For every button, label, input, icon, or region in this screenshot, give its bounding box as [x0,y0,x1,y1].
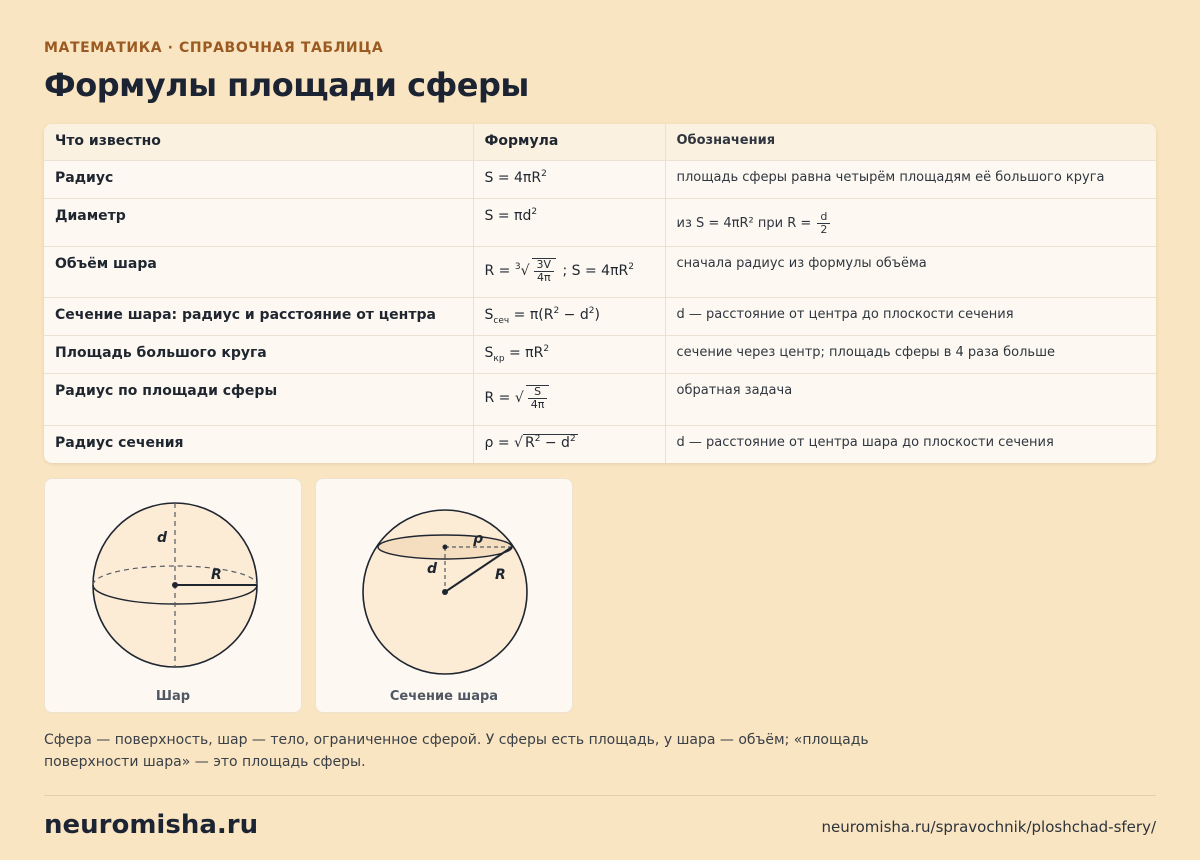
table-row [44,373,1156,425]
formula-cell: $S_{сеч} = \pi(R^2 - d^2)$ [473,297,665,335]
known-cell: Радиус сечения [55,434,184,451]
formula-table [44,124,1156,463]
fraction-denominator: 2 [820,222,828,236]
table-header-row [44,124,1156,160]
notation-cell: обратная задача [665,373,1156,425]
table-row [44,335,1156,373]
explanatory-note: Сфера — поверхность, шар — тело, ограниченное сферой. У сферы есть площадь, у шара — объём; «площадь поверхности шара» — это площадь сферы. [44,732,869,770]
known-cell: Объём шара [44,246,473,297]
kicker: МАТЕМАТИКА · СПРАВОЧНАЯ ТАБЛИЦА [44,40,384,56]
known-cell: Радиус [44,160,473,198]
column-header-notation: Обозначения [665,124,1156,160]
notation-cell: сечение через центр; площадь сферы в 4 раза больше [665,335,1156,373]
brand-logo[interactable]: neuromisha.ru [44,810,259,840]
column-header-known: Что известно [44,124,473,160]
diameter-label: d [157,530,168,546]
rho-label: ρ [473,531,484,547]
section-diagram [316,479,574,714]
known-cell: Площадь большого круга [44,335,473,373]
ball-caption: Шар [155,689,191,704]
page-url-link[interactable]: neuromisha.ru/spravochnik/ploshchad-sfery/ [821,818,1156,836]
page-title: Формулы площади сферы [44,66,529,104]
formula-cell: $S_{кр} = \pi R^2$ [473,335,665,373]
section-center-point [443,545,448,550]
radius-label: R [211,567,222,583]
notation-cell: сначала радиус из формулы объёма [665,246,1156,297]
notation-text: из S = 4πR² при R = [676,215,812,231]
ball-diagram-card [44,478,302,713]
notation-cell: d — расстояние от центра шара до плоскости сечения [665,425,1156,463]
footer-divider [44,795,1156,796]
section-diagram-card [315,478,573,713]
notation-cell: d — расстояние от центра до плоскости сечения [665,297,1156,335]
column-header-formula: Формула [473,124,665,160]
formula-cell: $S = 4\pi R^2$ [473,160,665,198]
distance-label: d [427,561,438,577]
center-point [442,589,448,595]
table-row [44,425,1156,463]
formula-cell: ρ = √ $R^2 - d^2$ [473,425,665,463]
known-cell: Сечение шара: радиус и расстояние от центра [44,297,473,335]
notation-cell [665,198,1156,246]
table-row [44,246,1156,297]
fraction [817,211,830,236]
notation-cell: площадь сферы равна четырём площадям её большого круга [665,160,1156,198]
formula-table-card [44,124,1156,463]
table-row [44,297,1156,335]
ball-diagram [45,479,303,714]
table-row [44,160,1156,198]
fraction-numerator: d [817,211,830,224]
formula-cell: R = √ $\frac{S}{4\pi}$ [473,373,665,425]
formula-cell: $S = \pi d^2$ [473,198,665,246]
known-cell: Диаметр [44,198,473,246]
radius-label: R [495,567,506,583]
center-point [172,582,178,588]
table-row [44,198,1156,246]
formula-cell: R = $^3$√ $\frac{3V}{4\pi}$ ; $S = 4\pi R^2$ [473,246,665,297]
known-cell: Радиус по площади сферы [44,373,473,425]
section-caption: Сечение шара [389,689,499,704]
